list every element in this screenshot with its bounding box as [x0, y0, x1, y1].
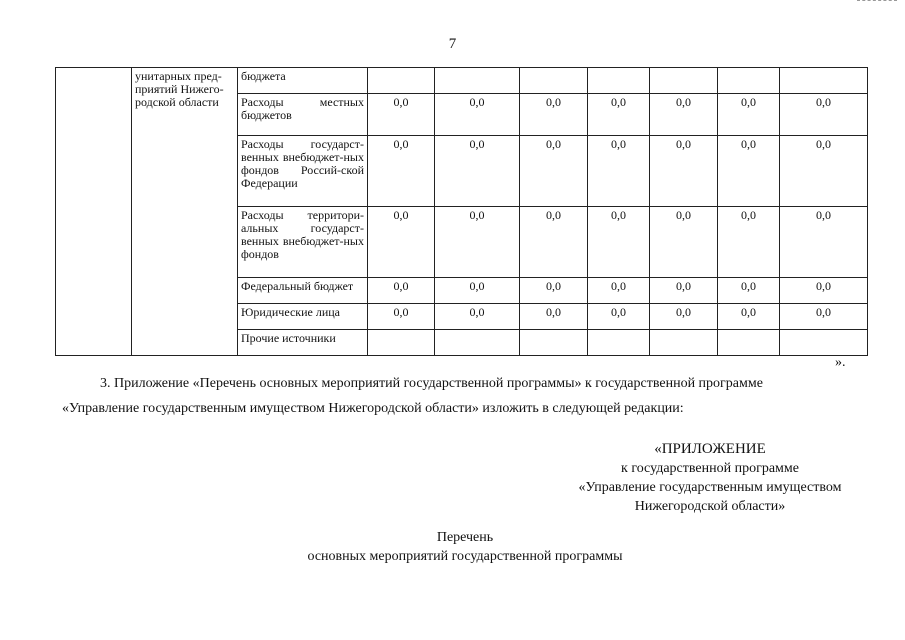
value-cell: 0,0 [368, 278, 435, 304]
appendix-line: Нижегородской области» [634, 499, 786, 514]
paragraph-line-1: 3. Приложение «Перечень основных мероприятий государственной программы» к государственной программе [100, 376, 763, 391]
row-label: Прочие источники [238, 330, 368, 356]
list-title [0, 528, 905, 566]
value-cell: 0,0 [650, 207, 718, 278]
paragraph-line-2: «Управление государственным имуществом Нижегородской области» изложить в следующей редакции: [62, 401, 684, 416]
page-number: 7 [448, 36, 457, 52]
value-cell: 0,0 [588, 136, 650, 207]
value-cell: 0,0 [718, 94, 780, 136]
value-cell: 0,0 [718, 136, 780, 207]
value-cell: 0,0 [435, 94, 520, 136]
row-label: Юридические лица [238, 304, 368, 330]
value-cell: 0,0 [780, 136, 868, 207]
value-cell: 0,0 [650, 94, 718, 136]
value-cell [435, 68, 520, 94]
value-cell: 0,0 [435, 304, 520, 330]
value-cell: 0,0 [718, 278, 780, 304]
value-cell: 0,0 [650, 304, 718, 330]
row-label: Расходы местных бюджетов [238, 94, 368, 136]
value-cell: 0,0 [588, 94, 650, 136]
value-cell [588, 68, 650, 94]
value-cell: 0,0 [780, 278, 868, 304]
value-cell [780, 330, 868, 356]
empty-number-cell [56, 68, 132, 356]
value-cell: 0,0 [588, 304, 650, 330]
value-cell [435, 330, 520, 356]
value-cell: 0,0 [368, 94, 435, 136]
value-cell: 0,0 [588, 207, 650, 278]
budget-table [55, 67, 868, 356]
value-cell: 0,0 [435, 136, 520, 207]
value-cell: 0,0 [368, 207, 435, 278]
row-label: бюджета [238, 68, 368, 94]
value-cell: 0,0 [435, 207, 520, 278]
list-title-subheading: основных мероприятий государственной программы [307, 549, 623, 564]
appendix-title: «ПРИЛОЖЕНИЕ [654, 441, 766, 457]
value-cell: 0,0 [520, 94, 588, 136]
row-label: Расходы государст-венных внебюджет-ных фондов Россий-ской Федерации [238, 136, 368, 207]
value-cell [520, 68, 588, 94]
table-row [56, 68, 868, 94]
value-cell [520, 330, 588, 356]
value-cell: 0,0 [520, 278, 588, 304]
scan-mark [857, 0, 897, 3]
value-cell: 0,0 [718, 304, 780, 330]
appendix-line: «Управление государственным имуществом [578, 480, 842, 495]
value-cell: 0,0 [435, 278, 520, 304]
list-title-heading: Перечень [436, 530, 494, 545]
value-cell: 0,0 [520, 136, 588, 207]
value-cell: 0,0 [520, 207, 588, 278]
row-label: Расходы территори-альных государст-венных внебюджет-ных фондов [238, 207, 368, 278]
value-cell: 0,0 [650, 136, 718, 207]
executor-cell: унитарных пред-приятий Нижего-родской области [132, 68, 238, 356]
value-cell [650, 68, 718, 94]
value-cell: 0,0 [780, 304, 868, 330]
value-cell [718, 330, 780, 356]
closing-quote: ». [835, 355, 846, 370]
value-cell [780, 68, 868, 94]
value-cell [368, 330, 435, 356]
value-cell: 0,0 [780, 94, 868, 136]
row-label: Федеральный бюджет [238, 278, 368, 304]
value-cell: 0,0 [588, 278, 650, 304]
appendix-line: к государственной программе [621, 461, 799, 476]
value-cell: 0,0 [780, 207, 868, 278]
appendix-block [540, 440, 880, 516]
value-cell [588, 330, 650, 356]
value-cell [650, 330, 718, 356]
value-cell: 0,0 [718, 207, 780, 278]
value-cell: 0,0 [368, 304, 435, 330]
value-cell [368, 68, 435, 94]
value-cell [718, 68, 780, 94]
value-cell: 0,0 [368, 136, 435, 207]
value-cell: 0,0 [650, 278, 718, 304]
value-cell: 0,0 [520, 304, 588, 330]
